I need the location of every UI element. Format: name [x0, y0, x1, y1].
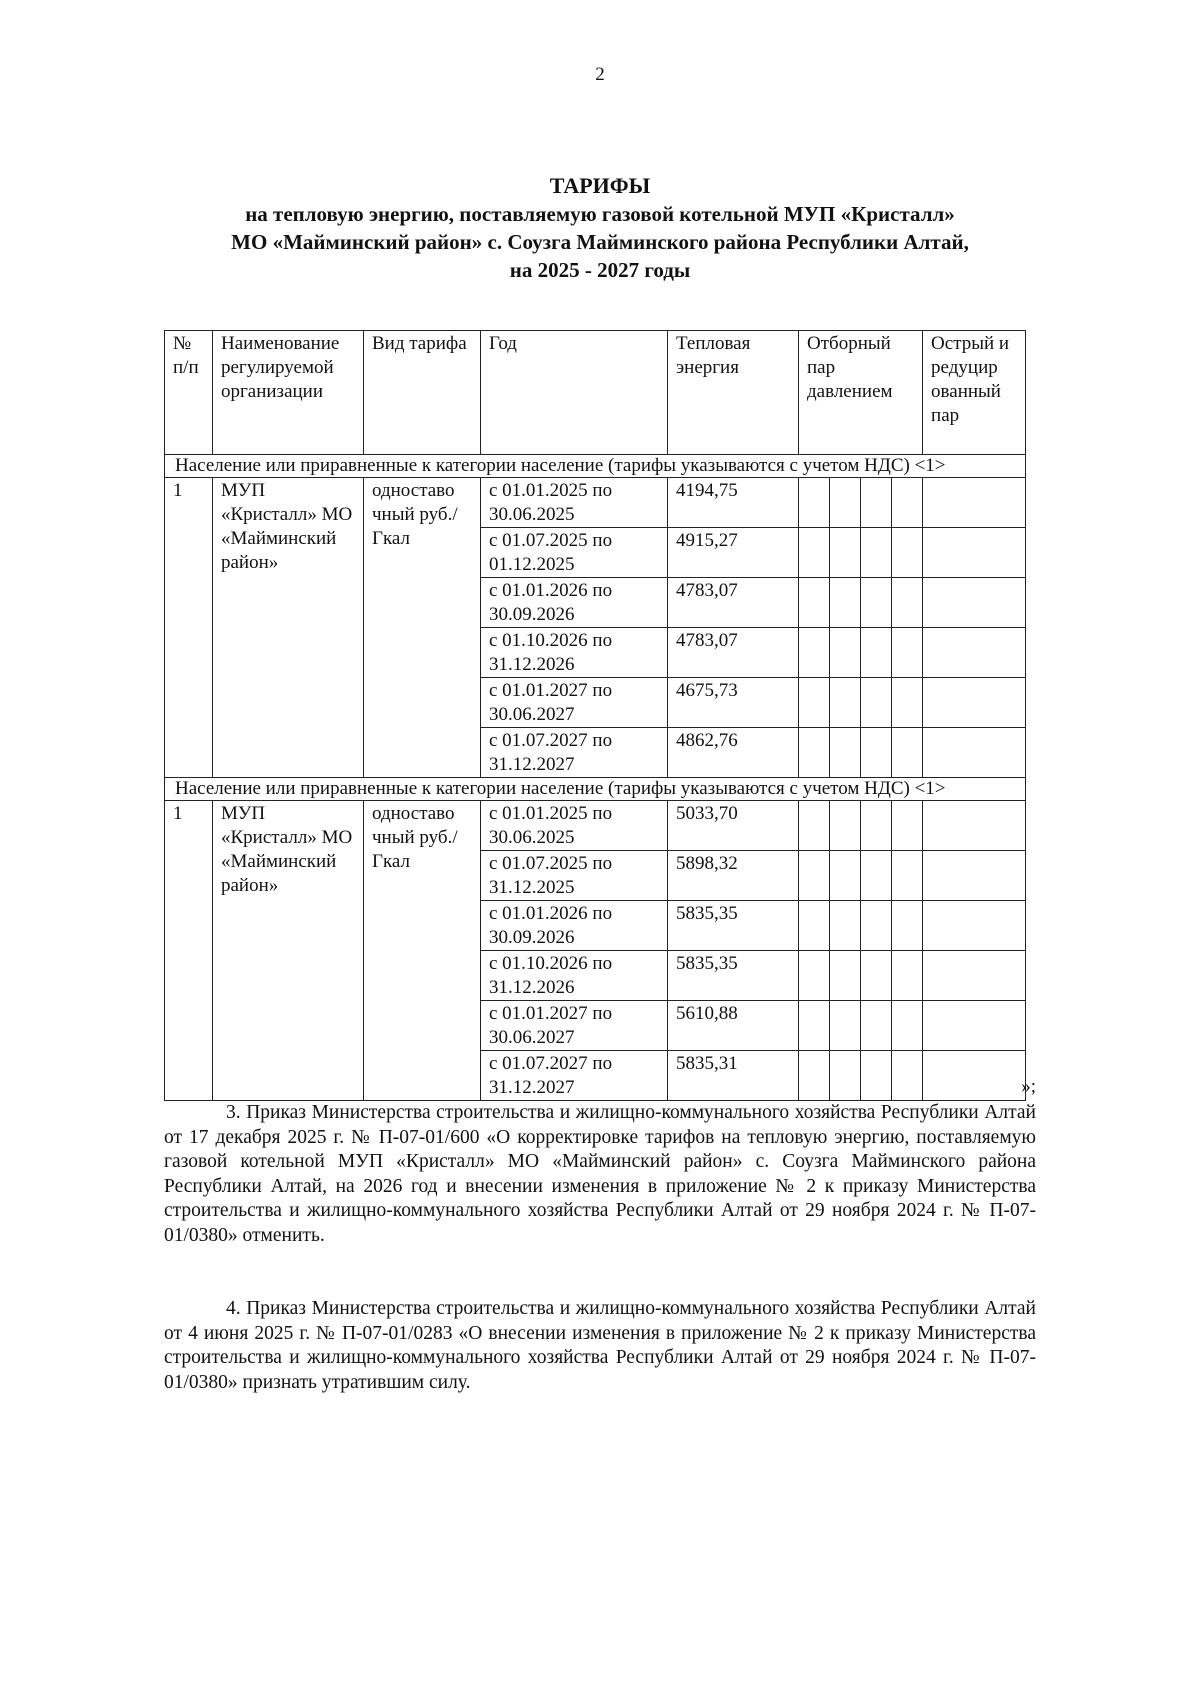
- period-to: 30.06.2025: [489, 504, 575, 525]
- cell-empty: [861, 578, 892, 628]
- cell-period: [481, 1051, 668, 1101]
- title-line: МО «Майминский район» с. Соузга Майминского района Республики Алтай,: [231, 230, 969, 254]
- title-line: на 2025 - 2027 годы: [509, 258, 691, 282]
- cell-period: [481, 478, 668, 528]
- period-to: 30.06.2025: [489, 827, 575, 848]
- cell-period: [481, 901, 668, 951]
- cell-heat-value: 5898,32: [668, 851, 799, 901]
- group-label: Население или приравненные к категории население (тарифы указываются с учетом НДС) <1>: [165, 778, 1026, 801]
- cell-empty: [892, 478, 923, 528]
- cell-period: [481, 678, 668, 728]
- paragraph-4: 4. Приказ Министерства строительства и жилищно-коммунального хозяйства Республики Алтай от 4 июня 2025 г. № П-07-01/0283 «О внесении изменения в приложение № 2 к приказу Министерства строительства и жилищно-коммунального хозяйства Республики Алтай от 29 ноября 2024 г. № П-07-01/0380» признать утратившим силу.: [164, 1298, 1036, 1393]
- cell-empty: [892, 801, 923, 851]
- cell-empty: [892, 901, 923, 951]
- table-row: [165, 801, 1026, 851]
- cell-empty: [799, 801, 830, 851]
- cell-heat-value: 4783,07: [668, 628, 799, 678]
- header-year: Год: [481, 331, 668, 455]
- cell-type: одноставо чный руб./Гкал: [364, 478, 481, 778]
- cell-empty: [861, 851, 892, 901]
- cell-empty: [923, 478, 1026, 528]
- header-org: Наименование регулируемой организации: [213, 331, 364, 455]
- cell-heat-value: 5835,35: [668, 951, 799, 1001]
- period-from: с 01.07.2027 по: [489, 1053, 613, 1074]
- cell-empty: [830, 678, 861, 728]
- cell-empty: [892, 628, 923, 678]
- period-to: 30.09.2026: [489, 927, 575, 948]
- group-row: [165, 455, 1026, 478]
- cell-empty: [861, 801, 892, 851]
- period-to: 31.12.2025: [489, 877, 575, 898]
- cell-heat-value: 5033,70: [668, 801, 799, 851]
- cell-heat-value: 4194,75: [668, 478, 799, 528]
- cell-empty: [799, 578, 830, 628]
- cell-period: [481, 801, 668, 851]
- cell-period: [481, 1001, 668, 1051]
- cell-period: [481, 851, 668, 901]
- group-row: [165, 778, 1026, 801]
- cell-num: 1: [165, 801, 213, 1101]
- cell-empty: [830, 951, 861, 1001]
- cell-heat-value: 5610,88: [668, 1001, 799, 1051]
- cell-empty: [861, 1051, 892, 1101]
- cell-empty: [892, 678, 923, 728]
- cell-empty: [799, 1001, 830, 1051]
- period-to: 30.06.2027: [489, 1027, 575, 1048]
- cell-empty: [861, 901, 892, 951]
- header-type: Вид тарифа: [364, 331, 481, 455]
- period-to: 31.12.2027: [489, 1077, 575, 1098]
- cell-org: МУП «Кристалл» МО «Майминский район»: [213, 478, 364, 778]
- cell-empty: [861, 728, 892, 778]
- cell-heat-value: 4915,27: [668, 528, 799, 578]
- header-heat: Тепловая энергия: [668, 331, 799, 455]
- cell-empty: [861, 678, 892, 728]
- period-from: с 01.10.2026 по: [489, 953, 613, 974]
- cell-empty: [892, 578, 923, 628]
- cell-period: [481, 578, 668, 628]
- cell-empty: [861, 528, 892, 578]
- cell-period: [481, 528, 668, 578]
- period-to: 30.06.2027: [489, 704, 575, 725]
- period-to: 30.09.2026: [489, 604, 575, 625]
- cell-empty: [892, 851, 923, 901]
- cell-empty: [799, 728, 830, 778]
- closing-quote: »;: [1021, 1076, 1036, 1097]
- header-steam: Отборный пар давлением: [799, 331, 923, 455]
- cell-empty: [830, 1051, 861, 1101]
- period-from: с 01.01.2026 по: [489, 580, 613, 601]
- cell-empty: [799, 678, 830, 728]
- period-from: с 01.10.2026 по: [489, 630, 613, 651]
- cell-empty: [861, 951, 892, 1001]
- cell-empty: [830, 1001, 861, 1051]
- period-from: с 01.07.2025 по: [489, 853, 613, 874]
- cell-heat-value: 5835,35: [668, 901, 799, 951]
- period-from: с 01.01.2027 по: [489, 680, 613, 701]
- cell-empty: [923, 851, 1026, 901]
- cell-empty: [799, 951, 830, 1001]
- cell-empty: [799, 528, 830, 578]
- cell-heat-value: 5835,31: [668, 1051, 799, 1101]
- tariff-table: [164, 330, 1026, 1101]
- cell-empty: [861, 478, 892, 528]
- cell-empty: [892, 1001, 923, 1051]
- cell-period: [481, 728, 668, 778]
- cell-empty: [830, 728, 861, 778]
- cell-empty: [799, 628, 830, 678]
- period-from: с 01.07.2027 по: [489, 730, 613, 751]
- cell-empty: [923, 901, 1026, 951]
- cell-empty: [830, 628, 861, 678]
- cell-empty: [830, 851, 861, 901]
- period-to: 31.12.2026: [489, 977, 575, 998]
- period-to: 31.12.2027: [489, 754, 575, 775]
- cell-empty: [861, 1001, 892, 1051]
- cell-heat-value: 4783,07: [668, 578, 799, 628]
- cell-empty: [830, 528, 861, 578]
- cell-heat-value: 4675,73: [668, 678, 799, 728]
- cell-empty: [892, 728, 923, 778]
- cell-empty: [799, 901, 830, 951]
- cell-empty: [923, 528, 1026, 578]
- table-header-row: [165, 331, 1026, 455]
- cell-empty: [923, 628, 1026, 678]
- table-row: [165, 478, 1026, 528]
- cell-empty: [923, 801, 1026, 851]
- period-from: с 01.01.2027 по: [489, 1003, 613, 1024]
- cell-empty: [892, 1051, 923, 1101]
- header-num: № п/п: [165, 331, 213, 455]
- cell-empty: [830, 801, 861, 851]
- cell-period: [481, 628, 668, 678]
- cell-empty: [923, 578, 1026, 628]
- cell-heat-value: 4862,76: [668, 728, 799, 778]
- page-number: 2: [595, 64, 605, 85]
- cell-empty: [830, 901, 861, 951]
- period-to: 31.12.2026: [489, 654, 575, 675]
- cell-empty: [830, 578, 861, 628]
- cell-empty: [923, 728, 1026, 778]
- title-line: на тепловую энергию, поставляемую газовой котельной МУП «Кристалл»: [245, 202, 955, 226]
- cell-period: [481, 951, 668, 1001]
- cell-empty: [923, 1001, 1026, 1051]
- cell-empty: [892, 528, 923, 578]
- cell-empty: [799, 478, 830, 528]
- title-line: ТАРИФЫ: [549, 173, 651, 198]
- cell-type: одноставо чный руб./Гкал: [364, 801, 481, 1101]
- document-title: [150, 172, 1050, 284]
- period-from: с 01.07.2025 по: [489, 530, 613, 551]
- cell-org: МУП «Кристалл» МО «Майминский район»: [213, 801, 364, 1101]
- period-from: с 01.01.2025 по: [489, 803, 613, 824]
- header-sharp-steam: Острый и редуцир ованный пар: [923, 331, 1026, 455]
- period-from: с 01.01.2025 по: [489, 480, 613, 501]
- paragraph-3: 3. Приказ Министерства строительства и жилищно-коммунального хозяйства Республики Алтай от 17 декабря 2025 г. № П-07-01/600 «О корректировке тарифов на тепловую энергию, поставляемую газовой котельной МУП «Кристалл» МО «Майминский район» с. Соузга Майминского района Республики Алтай, на 2026 год и внесении изменения в приложение № 2 к приказу Министерства строительства и жилищно-коммунального хозяйства Республики Алтай от 29 ноября 2024 г. № П-07-01/0380» отменить.: [164, 1102, 1036, 1246]
- cell-empty: [830, 478, 861, 528]
- cell-num: 1: [165, 478, 213, 778]
- cell-empty: [923, 678, 1026, 728]
- cell-empty: [923, 951, 1026, 1001]
- cell-empty: [892, 951, 923, 1001]
- group-label: Население или приравненные к категории население (тарифы указываются с учетом НДС) <1>: [165, 455, 1026, 478]
- period-from: с 01.01.2026 по: [489, 903, 613, 924]
- period-to: 01.12.2025: [489, 554, 575, 575]
- cell-empty: [799, 1051, 830, 1101]
- cell-empty: [799, 851, 830, 901]
- cell-empty: [861, 628, 892, 678]
